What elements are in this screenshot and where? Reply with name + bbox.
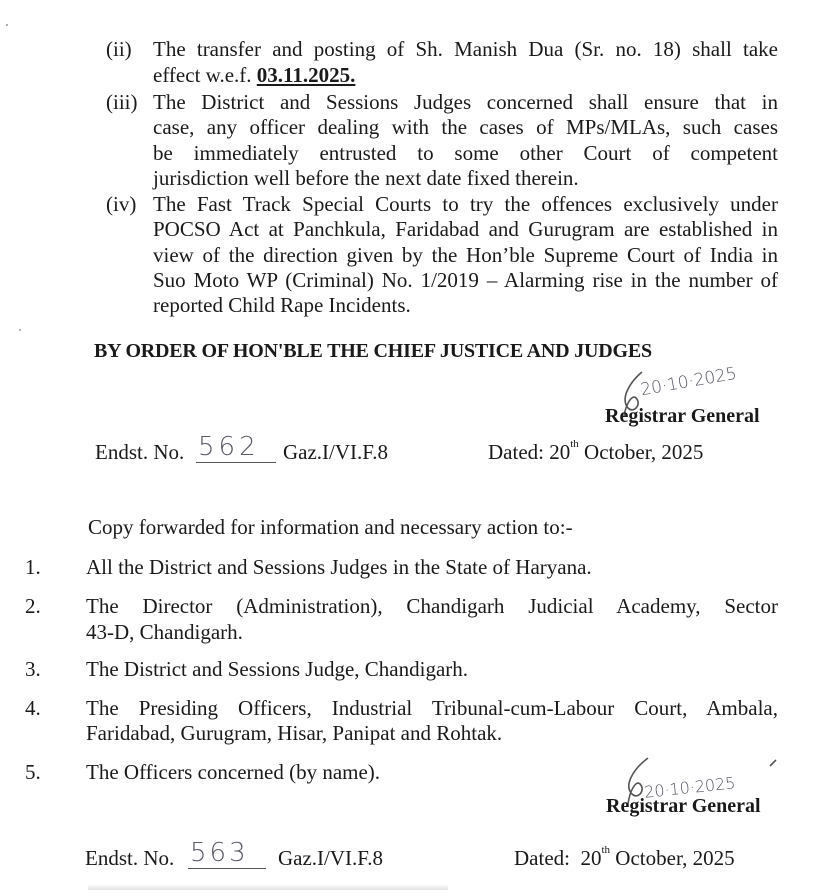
recipient-4-line-2: Faridabad, Gurugram, Hisar, Panipat and Rohtak.	[86, 721, 503, 745]
endorsement-2-date	[514, 846, 735, 871]
endorsement-1-underline	[196, 462, 276, 463]
recipient-1-line-1: All the District and Sessions Judges in the State of Haryana.	[86, 555, 592, 579]
signature-title-2: Registrar General	[606, 795, 761, 817]
effective-date: 03.11.2025.	[256, 63, 356, 87]
item-label-iii: (iii)	[106, 90, 138, 114]
scan-speck	[6, 24, 8, 26]
endorsement-2-underline	[188, 868, 266, 869]
endorsement-1-reference: Gaz.I/VI.F.8	[283, 440, 389, 464]
recipient-5-line-1: The Officers concerned (by name).	[86, 760, 381, 784]
item-ii-line-2	[153, 63, 355, 88]
signature-date-1: 20·10·2025	[639, 363, 739, 401]
item-iii-line-2: case, any officer dealing with the cases of MPs/MLAs, such cases	[153, 115, 778, 139]
endorsement-2-reference: Gaz.I/VI.F.8	[278, 846, 384, 870]
copy-forwarded-text: Copy forwarded for information and necessary action to:-	[88, 515, 573, 539]
item-iv-line-4: Suo Moto WP (Criminal) No. 1/2019 – Alarming rise in the number of	[153, 268, 778, 292]
item-iii-line-3: be immediately entrusted to some other Court of competent	[153, 141, 778, 165]
dated-label: Dated:	[488, 440, 544, 464]
item-iii-line-1: The District and Sessions Judges concerned shall ensure that in	[153, 90, 778, 114]
date-day-suffix: th	[601, 844, 611, 856]
recipient-number: 3.	[25, 657, 41, 681]
cutoff-text-line	[88, 884, 448, 890]
recipient-number: 5.	[25, 760, 41, 784]
item-iv-line-5: reported Child Rape Incidents.	[153, 293, 411, 317]
recipient-number: 4.	[25, 696, 41, 720]
item-ii-line-1: The transfer and posting of Sh. Manish Dua (Sr. no. 18) shall take	[153, 37, 778, 61]
endorsement-1-date	[488, 440, 703, 465]
item-iii-line-4: jurisdiction well before the next date fixed therein.	[153, 166, 579, 190]
scan-speck	[19, 329, 21, 331]
item-iv-line-3: view of the direction given by the Hon’ble Supreme Court of India in	[153, 243, 778, 267]
recipient-number: 1.	[25, 555, 41, 579]
date-day-suffix: th	[570, 438, 579, 450]
order-heading: BY ORDER OF HON'BLE THE CHIEF JUSTICE AND JUDGES	[94, 340, 652, 362]
signature-date-2: 20·10·2025	[643, 773, 737, 802]
date-day: 20	[580, 846, 602, 870]
recipient-number: 2.	[25, 594, 41, 618]
endorsement-2-prefix: Endst. No.	[85, 846, 175, 870]
item-iv-line-2: POCSO Act at Panchkula, Faridabad and Gurugram are established in	[153, 217, 778, 241]
recipient-3-line-1: The District and Sessions Judge, Chandigarh.	[86, 657, 469, 681]
recipient-4-line-1: The Presiding Officers, Industrial Tribunal-cum-Labour Court, Ambala,	[86, 696, 778, 720]
endorsement-1-number[interactable]: 562	[198, 432, 260, 462]
endorsement-1-prefix: Endst. No.	[95, 440, 185, 464]
date-month-year: October, 2025	[584, 440, 704, 464]
item-iv-line-1: The Fast Track Special Courts to try the offences exclusively under	[153, 192, 778, 216]
recipient-2-line-2: 43-D, Chandigarh.	[86, 620, 243, 644]
endorsement-2-number[interactable]: 563	[190, 838, 249, 868]
date-month-year: October, 2025	[615, 846, 735, 870]
dated-label: Dated:	[514, 846, 570, 870]
item-ii-text: effect w.e.f.	[153, 63, 257, 87]
item-label-iv: (iv)	[106, 192, 137, 216]
date-day: 20	[549, 440, 571, 464]
item-label-ii: (ii)	[106, 37, 132, 61]
signature-title-1: Registrar General	[605, 405, 760, 427]
recipient-2-line-1: The Director (Administration), Chandigarh Judicial Academy, Sector	[86, 594, 778, 618]
